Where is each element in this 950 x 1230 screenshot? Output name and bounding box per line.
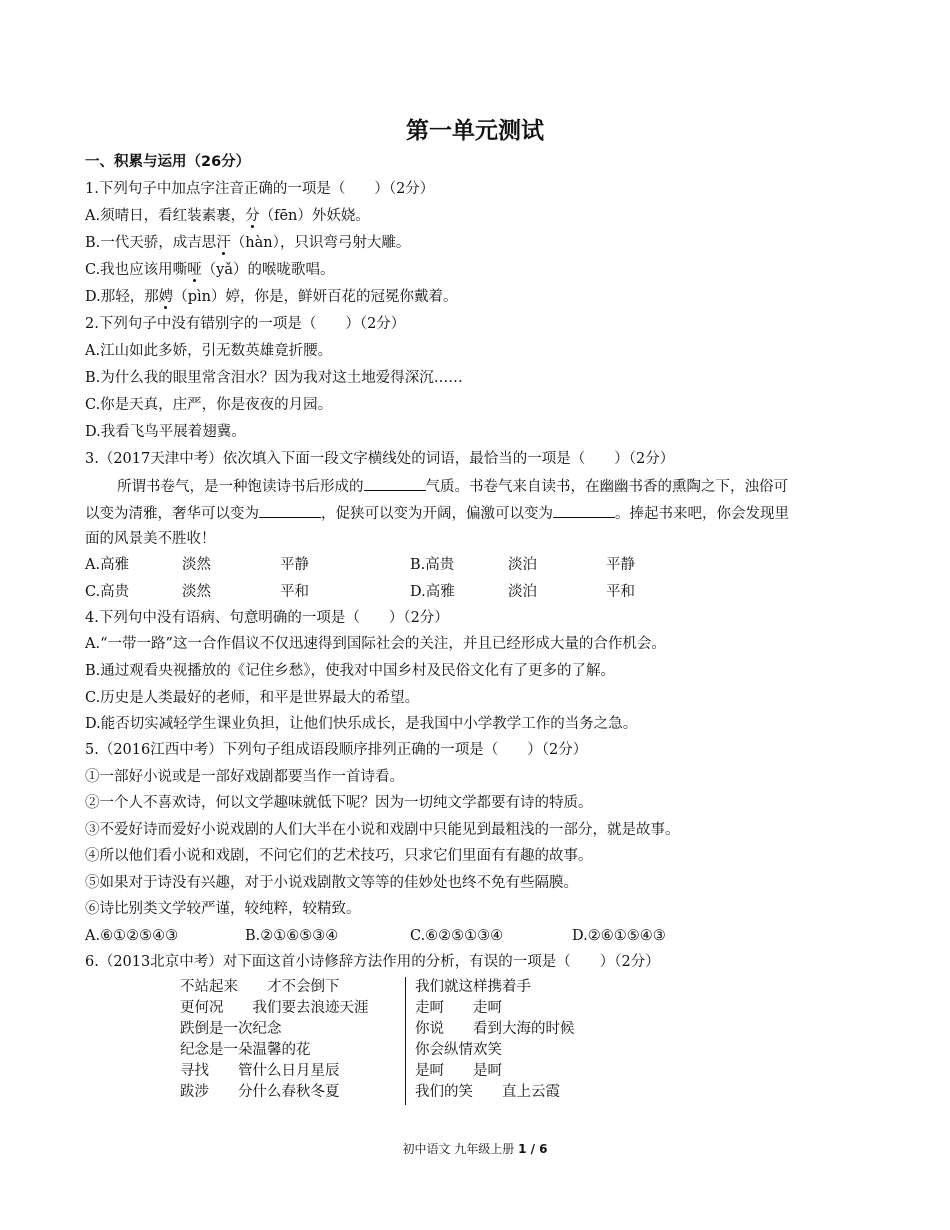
dotted-char: 汗 [216,235,231,251]
poem-left-2: 更何况 我们要去浪迹天涯 [180,1000,369,1016]
poem-left-3: 跌倒是一次纪念 [180,1021,282,1037]
q3-option-d-3: 平和 [606,584,635,600]
page-number: 1 / 6 [518,1142,548,1156]
poem-right-5: 是呵 是呵 [415,1063,502,1079]
q3-passage-line2: 以变为清雅，奢华可以变为 ，促狭可以变为开阔，偏激可以变为 。捧起书来吧，你会发现里 [85,502,789,524]
q4-stem: 4.下列句中没有语病、句意明确的一项是（ ）（2分） [85,610,449,626]
poem-left-4: 纪念是一朵温馨的花 [180,1042,311,1058]
q5-sentence-5: ⑤如果对于诗没有兴趣，对于小说戏剧散文等等的佳妙处也终不免有些隔膜。 [85,875,578,891]
page-footer: 初中语文 九年级上册 1 / 6 [402,1142,548,1156]
q5-sentence-1: ①一部好小说或是一部好戏剧都要当作一首诗看。 [85,769,404,785]
q2-stem: 2.下列句子中没有错别字的一项是（ ）（2分） [85,316,406,332]
q2-option-c: C.你是天真，庄严，你是夜夜的月园。 [85,397,333,413]
poem-right-4: 你会纵情欢笑 [415,1042,502,1058]
q5-sentence-4: ④所以他们看小说和戏剧，不问它们的艺术技巧，只求它们里面有有趣的故事。 [85,848,593,864]
poem-right-1: 我们就这样携着手 [415,979,531,995]
q1-option-d: D.那轻，那娉（pìn）婷，你是，鲜妍百花的冠冕你戴着。 [85,289,458,305]
q5-sentence-3: ③不爱好诗而爱好小说戏剧的人们大半在小说和戏剧中只能见到最粗浅的一部分，就是故事。 [85,822,680,838]
q5-sentence-2: ②一个人不喜欢诗，何以文学趣味就低下呢？因为一切纯文学都要有诗的特质。 [85,795,593,811]
q3-option-b-2: 淡泊 [508,557,537,573]
q5-option-b: B.②①⑥⑤③④ [245,928,339,944]
section-heading: 一、积累与运用（26分） [85,154,251,170]
poem-divider [405,977,406,1105]
q3-passage-line3: 面的风景美不胜收！ [85,531,216,547]
fill-blank [364,475,426,491]
q4-option-d: D.能否切实减轻学生课业负担，让他们快乐成长，是我国中小学教学工作的当务之急。 [85,716,638,732]
q2-option-d: D.我看飞鸟平展着翅冀。 [85,424,246,440]
poem-left-5: 寻找 管什么日月星辰 [180,1063,340,1079]
q3-passage-line1: 所谓书卷气，是一种饱读诗书后形成的 气质。书卷气来自读书，在幽幽书香的熏陶之下，浊俗可 [117,475,788,497]
q1-stem: 1.下列句子中加点字注音正确的一项是（ ）（2分） [85,181,435,197]
dotted-char: 分 [245,208,260,224]
q3-option-a-3: 平静 [280,557,309,573]
q1-option-b: B.一代天骄，成吉思汗（hàn），只识弯弓射大雕。 [85,235,411,251]
q6-stem: 6.（2013北京中考）对下面这首小诗修辞方法作用的分析，有误的一项是（ ）（2分） [85,954,660,970]
q3-option-a-1: A.高雅 [85,557,130,573]
q4-option-a: A.“一带一路”这一合作倡议不仅迅速得到国际社会的关注，并且已经形成大量的合作机会。 [85,636,666,652]
poem-right-6: 我们的笑 直上云霞 [415,1084,560,1100]
q3-option-c-2: 淡然 [182,584,211,600]
q1-option-a: A.须晴日，看红装素裹，分（fēn）外妖娆。 [85,208,370,224]
q3-option-c-3: 平和 [280,584,309,600]
q5-option-a: A.⑥①②⑤④③ [85,928,179,944]
q1-option-c: C.我也应该用嘶哑（yǎ）的喉咙歌唱。 [85,262,335,278]
q4-option-c: C.历史是人类最好的老师，和平是世界最大的希望。 [85,690,420,706]
q5-option-c: C.⑥②⑤①③④ [410,928,504,944]
fill-blank [259,502,321,518]
q3-stem: 3.（2017天津中考）依次填入下面一段文字横线处的词语，最恰当的一项是（ ）（2分） [85,451,675,467]
fill-blank [553,502,615,518]
dotted-char: 娉 [158,289,174,305]
q3-option-b-3: 平静 [606,557,635,573]
q5-sentence-6: ⑥诗比别类文学较严谨，较纯粹，较精致。 [85,901,361,917]
q3-option-d-2: 淡泊 [508,584,537,600]
q2-option-a: A.江山如此多娇，引无数英雄竟折腰。 [85,343,333,359]
q2-option-b: B.为什么我的眼里常含泪水？因为我对这土地爱得深沉…… [85,370,463,386]
q5-stem: 5.（2016江西中考）下列句子组成语段顺序排列正确的一项是（ ）（2分） [85,742,588,758]
q3-option-a-2: 淡然 [182,557,211,573]
q3-option-c-1: C.高贵 [85,584,130,600]
q3-option-d-1: D.高雅 [410,584,455,600]
q3-option-b-1: B.高贵 [410,557,455,573]
poem-left-1: 不站起来 才不会倒下 [180,979,340,995]
poem-right-3: 你说 看到大海的时候 [415,1021,575,1037]
q4-option-b: B.通过观看央视播放的《记住乡愁》，使我对中国乡村及民俗文化有了更多的了解。 [85,663,616,679]
page-title: 第一单元测试 [406,118,544,144]
poem-left-6: 跋涉 分什么春秋冬夏 [180,1084,340,1100]
q5-option-d: D.②⑥①⑤④③ [572,928,666,944]
dotted-char: 哑 [187,262,202,278]
poem-right-2: 走呵 走呵 [415,1000,502,1016]
